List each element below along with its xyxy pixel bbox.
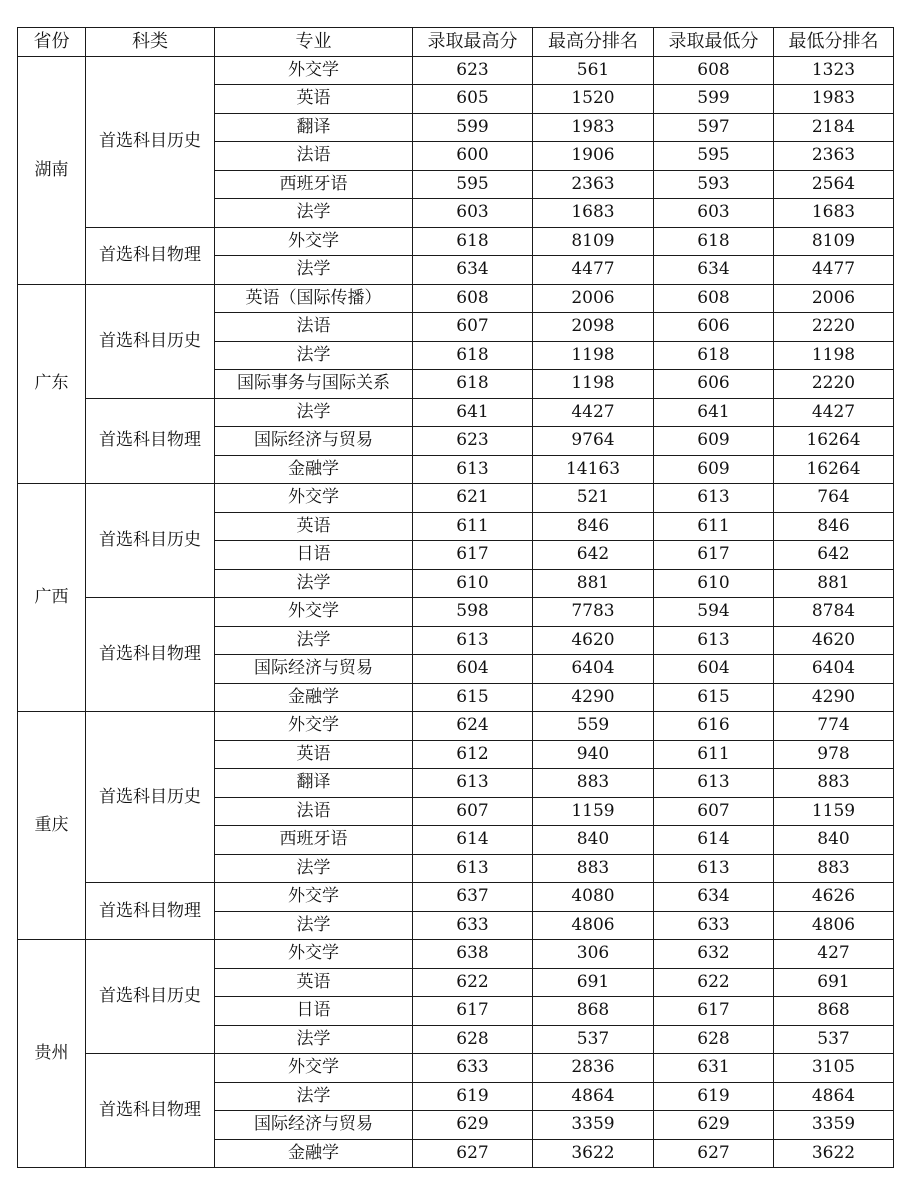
max-score-cell: 634: [413, 256, 533, 285]
province-cell: 广东: [18, 284, 86, 484]
major-header: 专业: [215, 28, 413, 57]
major-cell: 日语: [215, 541, 413, 570]
province-cell: 湖南: [18, 56, 86, 284]
major-cell: 英语（国际传播）: [215, 284, 413, 313]
min-rank-cell: 4427: [774, 398, 894, 427]
max-rank-cell: 883: [533, 854, 654, 883]
max-rank-cell: 1520: [533, 85, 654, 114]
major-cell: 法语: [215, 142, 413, 171]
max-rank-cell: 868: [533, 997, 654, 1026]
max-score-cell: 627: [413, 1139, 533, 1168]
min-rank-cell: 2220: [774, 370, 894, 399]
major-cell: 国际事务与国际关系: [215, 370, 413, 399]
header-row: [18, 28, 894, 57]
max-score-cell: 607: [413, 313, 533, 342]
min-rank-cell: 2363: [774, 142, 894, 171]
max-rank-cell: 881: [533, 569, 654, 598]
min-rank-header: 最低分排名: [774, 28, 894, 57]
max-score-cell: 633: [413, 1054, 533, 1083]
max-rank-cell: 3622: [533, 1139, 654, 1168]
major-cell: 外交学: [215, 56, 413, 85]
max-rank-cell: 6404: [533, 655, 654, 684]
max-score-cell: 605: [413, 85, 533, 114]
major-cell: 法学: [215, 911, 413, 940]
table-header: [18, 28, 894, 57]
category-cell: 首选科目物理: [86, 398, 215, 484]
table-body: [18, 56, 894, 1168]
max-rank-cell: 9764: [533, 427, 654, 456]
major-cell: 外交学: [215, 227, 413, 256]
min-score-cell: 607: [654, 797, 774, 826]
max-score-cell: 637: [413, 883, 533, 912]
major-cell: 国际经济与贸易: [215, 1111, 413, 1140]
max-score-cell: 617: [413, 997, 533, 1026]
max-rank-cell: 1198: [533, 370, 654, 399]
min-rank-cell: 764: [774, 484, 894, 513]
min-score-cell: 613: [654, 484, 774, 513]
min-rank-cell: 3622: [774, 1139, 894, 1168]
max-score-cell: 613: [413, 455, 533, 484]
max-rank-cell: 2836: [533, 1054, 654, 1083]
max-score-cell: 614: [413, 826, 533, 855]
major-cell: 法语: [215, 797, 413, 826]
max-score-cell: 621: [413, 484, 533, 513]
min-rank-cell: 16264: [774, 427, 894, 456]
table-row: [18, 883, 894, 912]
max-rank-cell: 846: [533, 512, 654, 541]
table-row: [18, 284, 894, 313]
major-cell: 金融学: [215, 683, 413, 712]
min-rank-cell: 883: [774, 854, 894, 883]
min-score-cell: 603: [654, 199, 774, 228]
min-rank-cell: 2184: [774, 113, 894, 142]
max-rank-cell: 4427: [533, 398, 654, 427]
min-score-cell: 611: [654, 740, 774, 769]
max-score-cell: 600: [413, 142, 533, 171]
min-score-cell: 599: [654, 85, 774, 114]
min-score-cell: 618: [654, 227, 774, 256]
major-cell: 法学: [215, 256, 413, 285]
max-score-cell: 622: [413, 968, 533, 997]
min-rank-cell: 6404: [774, 655, 894, 684]
min-score-cell: 609: [654, 427, 774, 456]
max-rank-cell: 4620: [533, 626, 654, 655]
min-score-cell: 608: [654, 284, 774, 313]
min-rank-cell: 691: [774, 968, 894, 997]
table-row: [18, 940, 894, 969]
min-score-cell: 617: [654, 541, 774, 570]
min-score-cell: 633: [654, 911, 774, 940]
category-cell: 首选科目物理: [86, 1054, 215, 1168]
min-rank-cell: 2220: [774, 313, 894, 342]
major-cell: 西班牙语: [215, 170, 413, 199]
min-score-cell: 613: [654, 626, 774, 655]
max-rank-cell: 4080: [533, 883, 654, 912]
min-score-cell: 604: [654, 655, 774, 684]
min-rank-cell: 3105: [774, 1054, 894, 1083]
min-rank-cell: 4477: [774, 256, 894, 285]
min-rank-cell: 2006: [774, 284, 894, 313]
min-rank-cell: 4290: [774, 683, 894, 712]
min-rank-cell: 846: [774, 512, 894, 541]
max-score-cell: 641: [413, 398, 533, 427]
min-rank-cell: 4626: [774, 883, 894, 912]
max-rank-cell: 537: [533, 1025, 654, 1054]
major-cell: 英语: [215, 85, 413, 114]
table-row: [18, 56, 894, 85]
major-cell: 日语: [215, 997, 413, 1026]
table-row: [18, 227, 894, 256]
min-rank-cell: 774: [774, 712, 894, 741]
min-score-cell: 631: [654, 1054, 774, 1083]
min-rank-cell: 883: [774, 769, 894, 798]
max-rank-cell: 2006: [533, 284, 654, 313]
max-rank-cell: 1906: [533, 142, 654, 171]
major-cell: 西班牙语: [215, 826, 413, 855]
max-score-cell: 633: [413, 911, 533, 940]
max-score-cell: 617: [413, 541, 533, 570]
max-rank-cell: 883: [533, 769, 654, 798]
min-rank-cell: 642: [774, 541, 894, 570]
max-score-header: 录取最高分: [413, 28, 533, 57]
table-row: [18, 712, 894, 741]
min-rank-cell: 868: [774, 997, 894, 1026]
max-score-cell: 613: [413, 854, 533, 883]
max-rank-cell: 561: [533, 56, 654, 85]
max-rank-cell: 7783: [533, 598, 654, 627]
max-score-cell: 613: [413, 626, 533, 655]
max-score-cell: 608: [413, 284, 533, 313]
min-score-cell: 594: [654, 598, 774, 627]
min-rank-cell: 16264: [774, 455, 894, 484]
admission-score-table: [17, 27, 894, 1168]
max-rank-cell: 559: [533, 712, 654, 741]
province-header: 省份: [18, 28, 86, 57]
min-rank-cell: 2564: [774, 170, 894, 199]
category-cell: 首选科目历史: [86, 56, 215, 227]
category-cell: 首选科目历史: [86, 284, 215, 398]
max-score-cell: 618: [413, 370, 533, 399]
max-rank-cell: 1159: [533, 797, 654, 826]
major-cell: 法学: [215, 854, 413, 883]
province-cell: 重庆: [18, 712, 86, 940]
min-score-cell: 606: [654, 313, 774, 342]
min-score-cell: 618: [654, 341, 774, 370]
major-cell: 法学: [215, 569, 413, 598]
major-cell: 外交学: [215, 1054, 413, 1083]
min-rank-cell: 537: [774, 1025, 894, 1054]
major-cell: 英语: [215, 740, 413, 769]
max-rank-header: 最高分排名: [533, 28, 654, 57]
max-rank-cell: 521: [533, 484, 654, 513]
major-cell: 英语: [215, 512, 413, 541]
min-score-cell: 632: [654, 940, 774, 969]
table-row: [18, 484, 894, 513]
min-score-cell: 613: [654, 854, 774, 883]
max-score-cell: 618: [413, 341, 533, 370]
max-rank-cell: 1683: [533, 199, 654, 228]
min-score-header: 录取最低分: [654, 28, 774, 57]
max-rank-cell: 3359: [533, 1111, 654, 1140]
max-rank-cell: 4477: [533, 256, 654, 285]
min-score-cell: 627: [654, 1139, 774, 1168]
major-cell: 法学: [215, 398, 413, 427]
max-score-cell: 623: [413, 427, 533, 456]
max-score-cell: 607: [413, 797, 533, 826]
max-rank-cell: 8109: [533, 227, 654, 256]
max-score-cell: 638: [413, 940, 533, 969]
max-rank-cell: 691: [533, 968, 654, 997]
min-score-cell: 622: [654, 968, 774, 997]
min-score-cell: 610: [654, 569, 774, 598]
category-cell: 首选科目历史: [86, 484, 215, 598]
min-score-cell: 611: [654, 512, 774, 541]
min-score-cell: 595: [654, 142, 774, 171]
max-rank-cell: 2098: [533, 313, 654, 342]
min-score-cell: 634: [654, 256, 774, 285]
province-cell: 广西: [18, 484, 86, 712]
major-cell: 国际经济与贸易: [215, 427, 413, 456]
major-cell: 英语: [215, 968, 413, 997]
max-score-cell: 628: [413, 1025, 533, 1054]
min-score-cell: 617: [654, 997, 774, 1026]
major-cell: 外交学: [215, 712, 413, 741]
min-score-cell: 608: [654, 56, 774, 85]
category-cell: 首选科目物理: [86, 883, 215, 940]
major-cell: 法学: [215, 1082, 413, 1111]
min-rank-cell: 1683: [774, 199, 894, 228]
table-row: [18, 398, 894, 427]
max-rank-cell: 4806: [533, 911, 654, 940]
min-score-cell: 629: [654, 1111, 774, 1140]
max-rank-cell: 4864: [533, 1082, 654, 1111]
category-header: 科类: [86, 28, 215, 57]
max-rank-cell: 1983: [533, 113, 654, 142]
min-rank-cell: 1983: [774, 85, 894, 114]
max-rank-cell: 642: [533, 541, 654, 570]
max-rank-cell: 1198: [533, 341, 654, 370]
max-score-cell: 595: [413, 170, 533, 199]
category-cell: 首选科目物理: [86, 598, 215, 712]
min-score-cell: 616: [654, 712, 774, 741]
max-score-cell: 610: [413, 569, 533, 598]
max-score-cell: 598: [413, 598, 533, 627]
max-rank-cell: 306: [533, 940, 654, 969]
max-score-cell: 612: [413, 740, 533, 769]
min-rank-cell: 8784: [774, 598, 894, 627]
category-cell: 首选科目物理: [86, 227, 215, 284]
min-rank-cell: 4806: [774, 911, 894, 940]
min-rank-cell: 840: [774, 826, 894, 855]
min-rank-cell: 978: [774, 740, 894, 769]
min-score-cell: 597: [654, 113, 774, 142]
max-rank-cell: 940: [533, 740, 654, 769]
min-rank-cell: 881: [774, 569, 894, 598]
min-score-cell: 609: [654, 455, 774, 484]
major-cell: 法学: [215, 199, 413, 228]
min-rank-cell: 1198: [774, 341, 894, 370]
min-rank-cell: 4864: [774, 1082, 894, 1111]
table-row: [18, 1054, 894, 1083]
category-cell: 首选科目历史: [86, 712, 215, 883]
major-cell: 外交学: [215, 598, 413, 627]
major-cell: 金融学: [215, 455, 413, 484]
min-score-cell: 613: [654, 769, 774, 798]
major-cell: 翻译: [215, 769, 413, 798]
min-rank-cell: 1159: [774, 797, 894, 826]
table-row: [18, 598, 894, 627]
province-cell: 贵州: [18, 940, 86, 1168]
max-score-cell: 623: [413, 56, 533, 85]
major-cell: 法学: [215, 626, 413, 655]
max-score-cell: 613: [413, 769, 533, 798]
min-rank-cell: 1323: [774, 56, 894, 85]
min-rank-cell: 3359: [774, 1111, 894, 1140]
min-rank-cell: 8109: [774, 227, 894, 256]
max-score-cell: 599: [413, 113, 533, 142]
major-cell: 法学: [215, 1025, 413, 1054]
min-score-cell: 628: [654, 1025, 774, 1054]
major-cell: 外交学: [215, 883, 413, 912]
min-score-cell: 606: [654, 370, 774, 399]
max-rank-cell: 840: [533, 826, 654, 855]
major-cell: 法学: [215, 341, 413, 370]
max-score-cell: 618: [413, 227, 533, 256]
category-cell: 首选科目历史: [86, 940, 215, 1054]
max-score-cell: 603: [413, 199, 533, 228]
min-score-cell: 615: [654, 683, 774, 712]
min-score-cell: 634: [654, 883, 774, 912]
max-score-cell: 611: [413, 512, 533, 541]
major-cell: 翻译: [215, 113, 413, 142]
major-cell: 国际经济与贸易: [215, 655, 413, 684]
max-score-cell: 615: [413, 683, 533, 712]
major-cell: 外交学: [215, 940, 413, 969]
major-cell: 外交学: [215, 484, 413, 513]
max-rank-cell: 4290: [533, 683, 654, 712]
max-score-cell: 619: [413, 1082, 533, 1111]
min-rank-cell: 4620: [774, 626, 894, 655]
min-rank-cell: 427: [774, 940, 894, 969]
min-score-cell: 614: [654, 826, 774, 855]
max-score-cell: 629: [413, 1111, 533, 1140]
major-cell: 金融学: [215, 1139, 413, 1168]
max-score-cell: 604: [413, 655, 533, 684]
major-cell: 法语: [215, 313, 413, 342]
max-rank-cell: 2363: [533, 170, 654, 199]
min-score-cell: 641: [654, 398, 774, 427]
min-score-cell: 593: [654, 170, 774, 199]
max-rank-cell: 14163: [533, 455, 654, 484]
max-score-cell: 624: [413, 712, 533, 741]
min-score-cell: 619: [654, 1082, 774, 1111]
